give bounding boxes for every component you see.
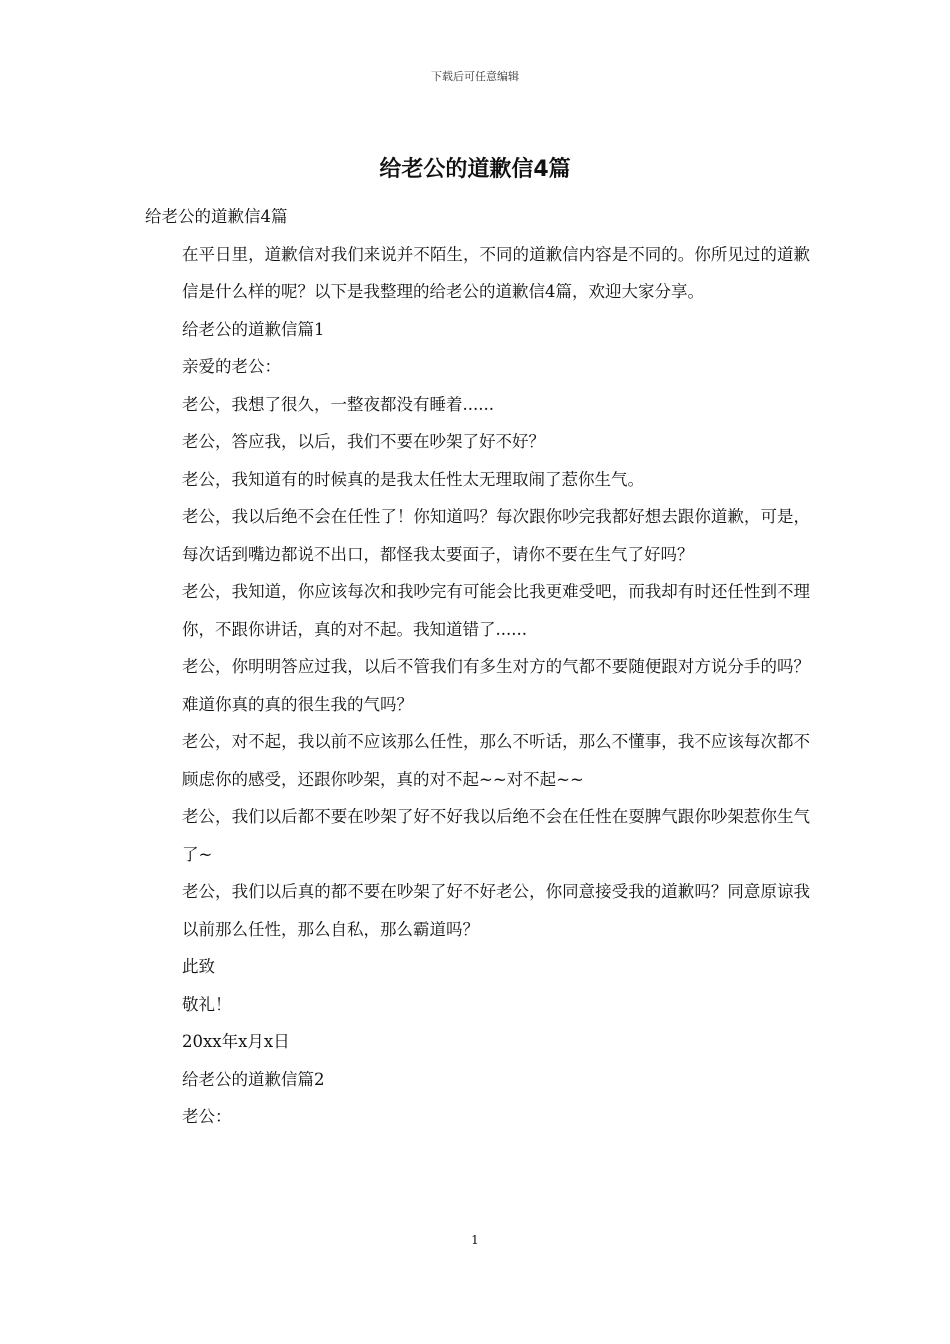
paragraph: 老公，对不起，我以前不应该那么任性，那么不听话，那么不懂事，我不应该每次都不顾虑你的感受，还跟你吵架，真的对不起~~对不起~~ bbox=[182, 732, 810, 789]
paragraph: 老公，我知道有的时候真的是我太任性太无理取闹了惹你生气。 bbox=[182, 469, 644, 489]
salutation: 亲爱的老公： bbox=[182, 357, 281, 376]
page-header: 下载后可任意编辑 bbox=[431, 70, 519, 83]
page-number: 1 bbox=[471, 1233, 479, 1247]
section-heading: 给老公的道歉信篇1 bbox=[182, 319, 325, 339]
paragraph: 老公，我想了很久，一整夜都没有睡着...... bbox=[182, 394, 494, 414]
paragraph: 老公，我们以后都不要在吵架了好不好我以后绝不会在任性在耍脾气跟你吵架惹你生气了~ bbox=[182, 807, 810, 864]
paragraph: 老公，答应我，以后，我们不要在吵架了好不好？ bbox=[182, 432, 545, 451]
paragraph: 在平日里，道歉信对我们来说并不陌生，不同的道歉信内容是不同的。你所见过的道歉信是什么样的呢？以下是我整理的给老公的道歉信4篇，欢迎大家分享。 bbox=[182, 244, 810, 301]
document-title: 给老公的道歉信4篇 bbox=[379, 157, 571, 182]
paragraph-intro-title: 给老公的道歉信4篇 bbox=[145, 207, 288, 226]
paragraph: 老公，你明明答应过我，以后不管我们有多生对方的气都不要随便跟对方说分手的吗？难道你真的真的很生我的气吗？ bbox=[182, 657, 810, 714]
closing: 此致 bbox=[182, 957, 215, 976]
section-heading: 给老公的道歉信篇2 bbox=[182, 1069, 325, 1089]
date-line: 20xx年x月x日 bbox=[182, 1032, 290, 1051]
salutation: 老公： bbox=[182, 1107, 232, 1126]
closing-regards: 敬礼！ bbox=[182, 994, 232, 1014]
document-body bbox=[145, 198, 810, 1136]
paragraph: 老公，我以后绝不会在任性了！你知道吗？每次跟你吵完我都好想去跟你道歉，可是，每次话到嘴边都说不出口，都怪我太要面子，请你不要在生气了好吗？ bbox=[182, 507, 810, 564]
paragraph: 老公，我们以后真的都不要在吵架了好不好老公，你同意接受我的道歉吗？同意原谅我以前那么任性，那么自私，那么霸道吗？ bbox=[182, 882, 810, 939]
paragraph: 老公，我知道，你应该每次和我吵完有可能会比我更难受吧，而我却有时还任性到不理你，不跟你讲话，真的对不起。我知道错了...... bbox=[182, 582, 810, 639]
